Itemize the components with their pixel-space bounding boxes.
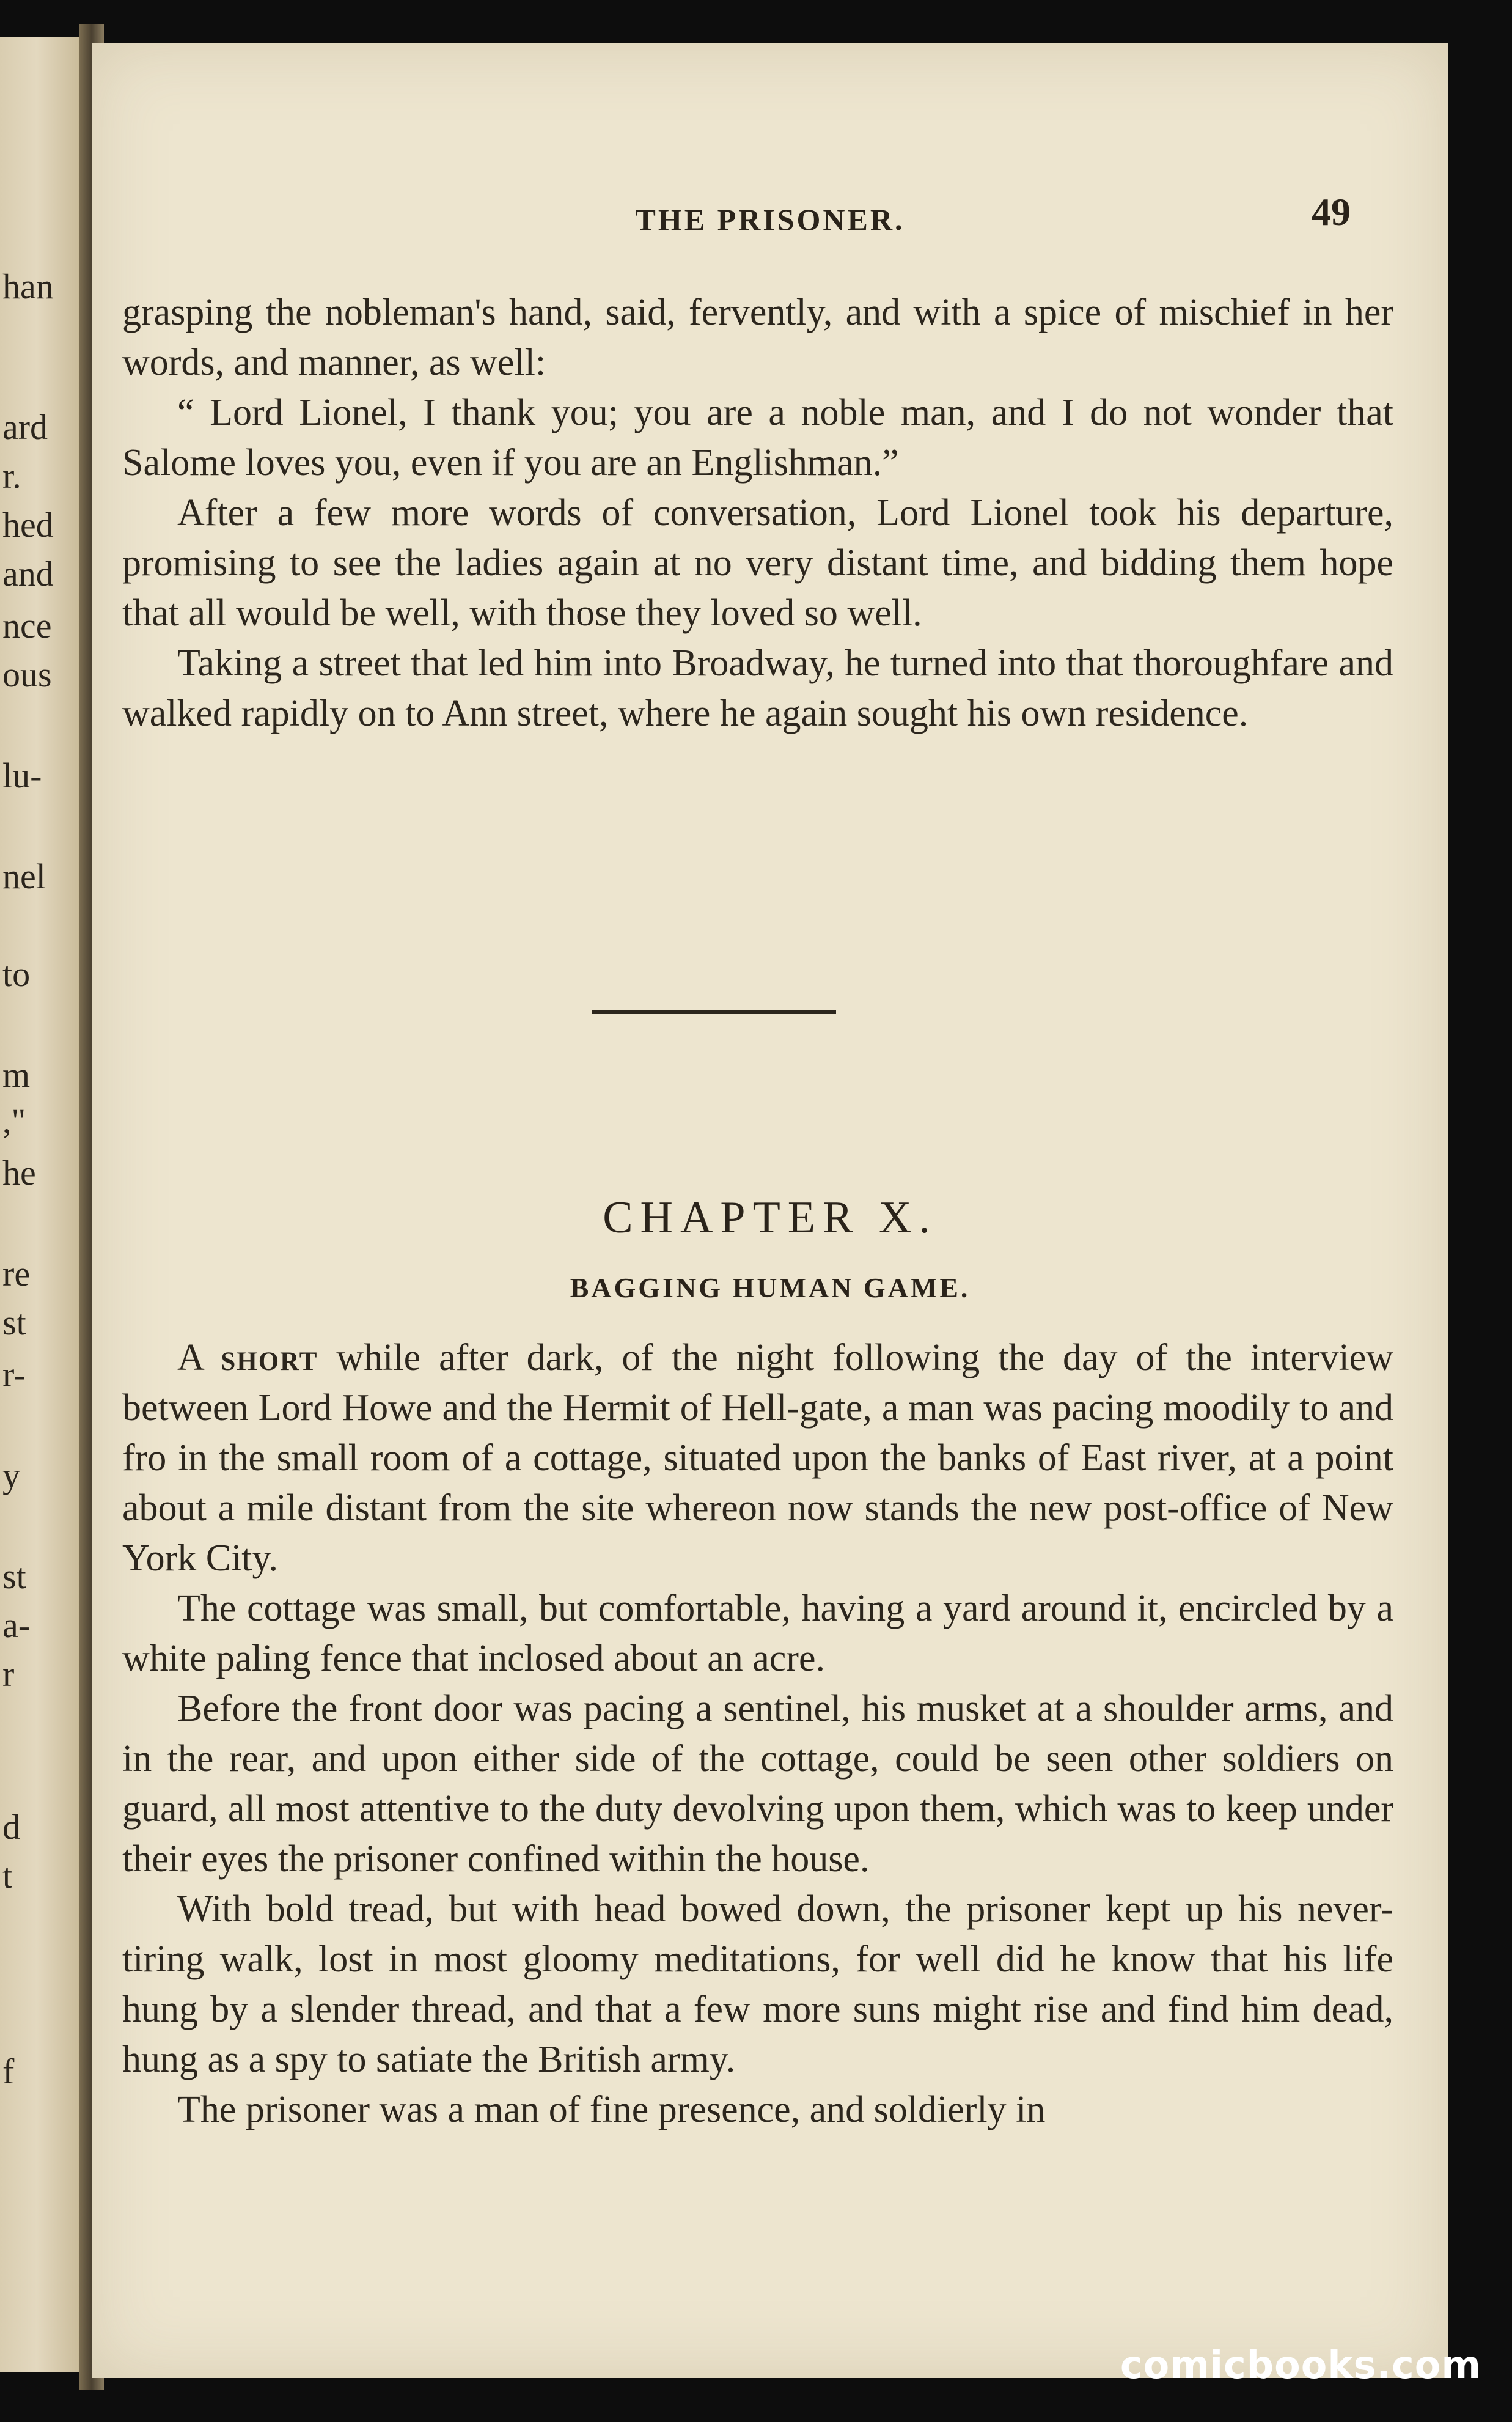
- paragraph: The cottage was small, but comfortable, having a yard around it, encircled by a white paling fence that inclosed about an acre.: [122, 1588, 1393, 1679]
- left-fragment: r-: [2, 1355, 26, 1394]
- paragraph: grasping the nobleman's hand, said, fervently, and with a spice of mischief in her words, and manner, as well:: [122, 292, 1393, 383]
- left-fragment: he: [2, 1153, 36, 1193]
- left-fragment: st: [2, 1303, 26, 1342]
- left-fragment: re: [2, 1254, 31, 1294]
- left-fragment: m: [2, 1055, 31, 1095]
- paragraph: Before the front door was pacing a sentinel, his musket at a shoulder arms, and in the rear, and upon either side of the cottage, could be seen other soldiers on guard, all most attentive to the duty devolving upon them, which was to keep under their eyes the prisoner confined within the house.: [122, 1688, 1393, 1880]
- left-fragment: and: [2, 554, 54, 594]
- left-fragment: ,": [2, 1101, 26, 1141]
- chapter-text: [122, 1333, 1393, 2135]
- chapter-title: CHAPTER X.: [603, 1193, 938, 1243]
- left-fragment: d: [2, 1807, 20, 1847]
- paragraph: With bold tread, but with head bowed down, the prisoner kept up his never-tiring walk, lost in most gloomy meditations, for well did he know that his life hung by a slender thread, and that a few more suns might rise and find him dead, hung as a spy to satiate the British army.: [122, 1888, 1393, 2080]
- opening-paragraph-text: while after dark, of the night following the day of the interview between Lord Howe and the Hermit of Hell-gate, a man was pacing moodily to and fro in the small room of a cottage, situated upon the banks of East river, at a point about a mile distant from the site whereon now stands the new post-office of New York City.: [122, 1337, 1393, 1579]
- paragraph: The prisoner was a man of fine presence, and soldierly in: [177, 2089, 1046, 2130]
- left-fragment: st: [2, 1556, 26, 1596]
- running-head: THE PRISONER.: [635, 202, 905, 237]
- left-fragment: ous: [2, 655, 52, 694]
- chapter-subtitle: BAGGING HUMAN GAME.: [570, 1272, 971, 1303]
- left-fragment: f: [2, 2052, 15, 2091]
- left-fragment: hed: [2, 505, 54, 545]
- left-fragment: han: [2, 267, 54, 306]
- left-fragment: lu-: [2, 756, 42, 795]
- left-fragment: ard: [2, 407, 48, 447]
- paragraph: [122, 1333, 1393, 1583]
- left-fragment: nce: [2, 606, 52, 646]
- left-fragment: r: [2, 1654, 15, 1694]
- paragraph: Taking a street that led him into Broadway, he turned into that thoroughfare and walked rapidly on to Ann street, where he again sought his own residence.: [122, 642, 1393, 734]
- section-one-text: [122, 287, 1393, 738]
- paragraph: “ Lord Lionel, I thank you; you are a noble man, and I do not wonder that Salome loves you, even if you are an Englishman.”: [122, 392, 1393, 484]
- opening-word-first: A: [177, 1337, 203, 1378]
- left-fragment: y: [2, 1456, 20, 1495]
- previous-page-edge: [0, 37, 92, 2372]
- left-fragment: t: [2, 1856, 13, 1896]
- left-fragment: a-: [2, 1605, 31, 1645]
- watermark-text: comicbooks.com: [1120, 2343, 1481, 2387]
- page-number: 49: [1312, 190, 1351, 234]
- section-divider-rule: [592, 1010, 836, 1014]
- left-fragment: r.: [2, 456, 21, 496]
- book-page: [92, 43, 1448, 2378]
- left-fragment: nel: [2, 856, 46, 896]
- paragraph: After a few more words of conversation, Lord Lionel took his departure, promising to see the ladies again at no very distant time, and bidding them hope that all would be well, with those they loved so well.: [122, 492, 1393, 634]
- opening-word-rest: short: [221, 1337, 318, 1378]
- left-fragment: to: [2, 954, 31, 994]
